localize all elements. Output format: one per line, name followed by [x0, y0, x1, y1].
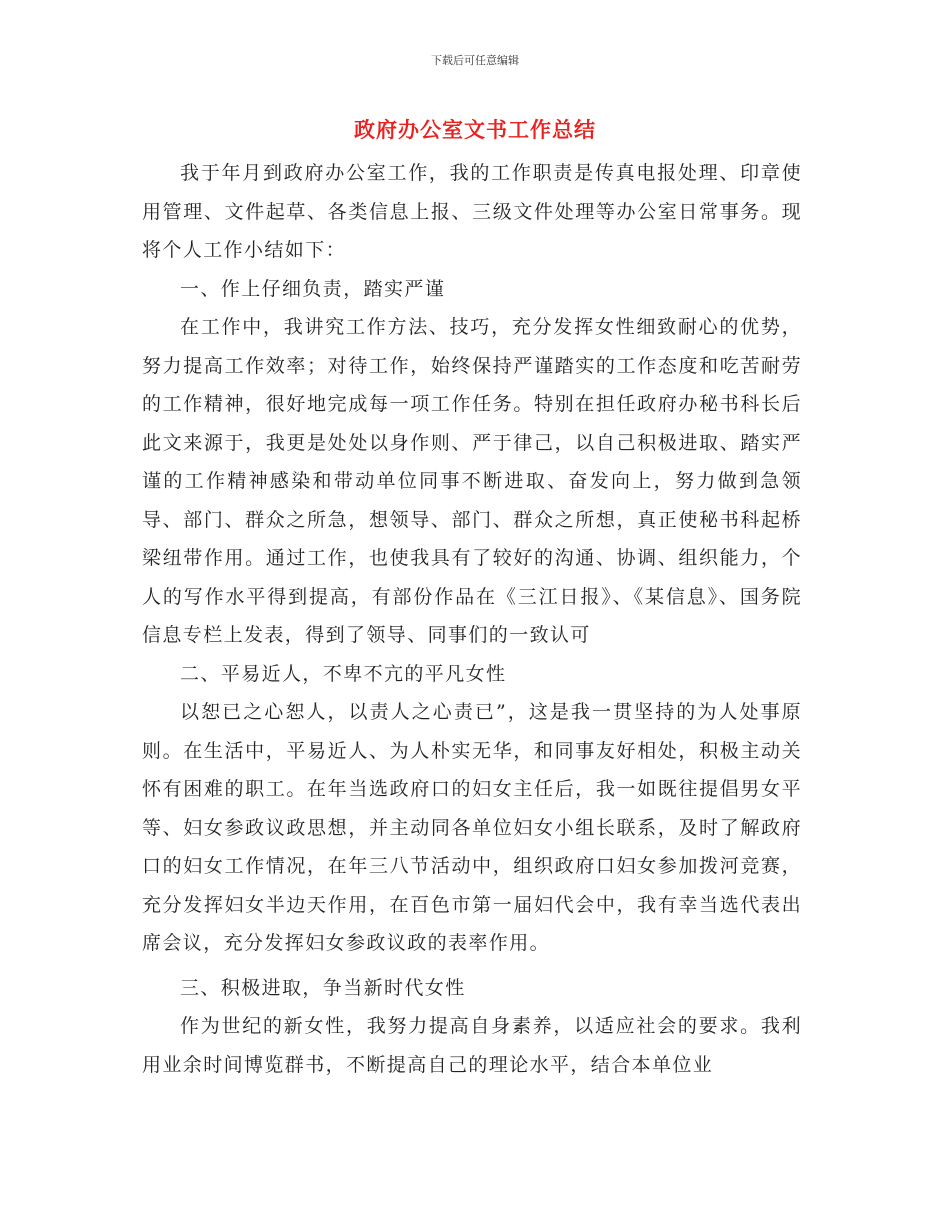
- paragraph-section-2: 以恕已之心恕人，以责人之心责已”，这是我一贯坚持的为人处事原则。在生活中，平易近人、为人朴实无华，和同事友好相处，积极主动关怀有困难的职工。在年当选政府口的妇女主任后，我一如既往提倡男女平等、妇女参政议政思想，并主动同各单位妇女小组长联系，及时了解政府口的妇女工作情况，在年三八节活动中，组织政府口妇女参加拨河竞赛，充分发挥妇女半边天作用，在百色市第一届妇代会中，我有幸当选代表出席会议，充分发挥妇女参政议政的表率作用。: [142, 701, 802, 954]
- paragraph-section-1: 在工作中，我讲究工作方法、技巧，充分发挥女性细致耐心的优势，努力提高工作效率；对待工作，始终保持严谨踏实的工作态度和吃苦耐劳的工作精神，很好地完成每一项工作任务。特别在担任政府办秘书科长后此文来源于，我更是处处以身作则、严于律己，以自己积极进取、踏实严谨的工作精神感染和带动单位同事不断进取、奋发向上，努力做到急领导、部门、群众之所急，想领导、部门、群众之所想，真正使秘书科起桥梁纽带作用。通过工作，也使我具有了较好的沟通、协调、组织能力，个人的写作水平得到提高，有部份作品在《三江日报》、《某信息》、国务院信息专栏上发表，得到了领导、同事们的一致认可: [142, 316, 802, 646]
- page-header-note: 下载后可任意编辑: [431, 54, 519, 67]
- paragraph-intro: 我于年月到政府办公室工作，我的工作职责是传真电报处理、印章使用管理、文件起草、各类信息上报、三级文件处理等办公室日常事务。现将个人工作小结如下：: [142, 162, 802, 261]
- document-body: [142, 154, 802, 1084]
- section-heading-2: 二、平易近人，不卑不亢的平凡女性: [180, 662, 507, 685]
- section-heading-3: 三、积极进取，争当新时代女性: [180, 976, 466, 999]
- document-title: 政府办公室文书工作总结: [354, 117, 596, 142]
- paragraph-section-3: 作为世纪的新女性，我努力提高自身素养，以适应社会的要求。我利用业余时间博览群书，不断提高自己的理论水平，结合本单位业: [142, 1015, 802, 1076]
- section-heading-1: 一、作上仔细负责，踏实严谨: [180, 277, 446, 300]
